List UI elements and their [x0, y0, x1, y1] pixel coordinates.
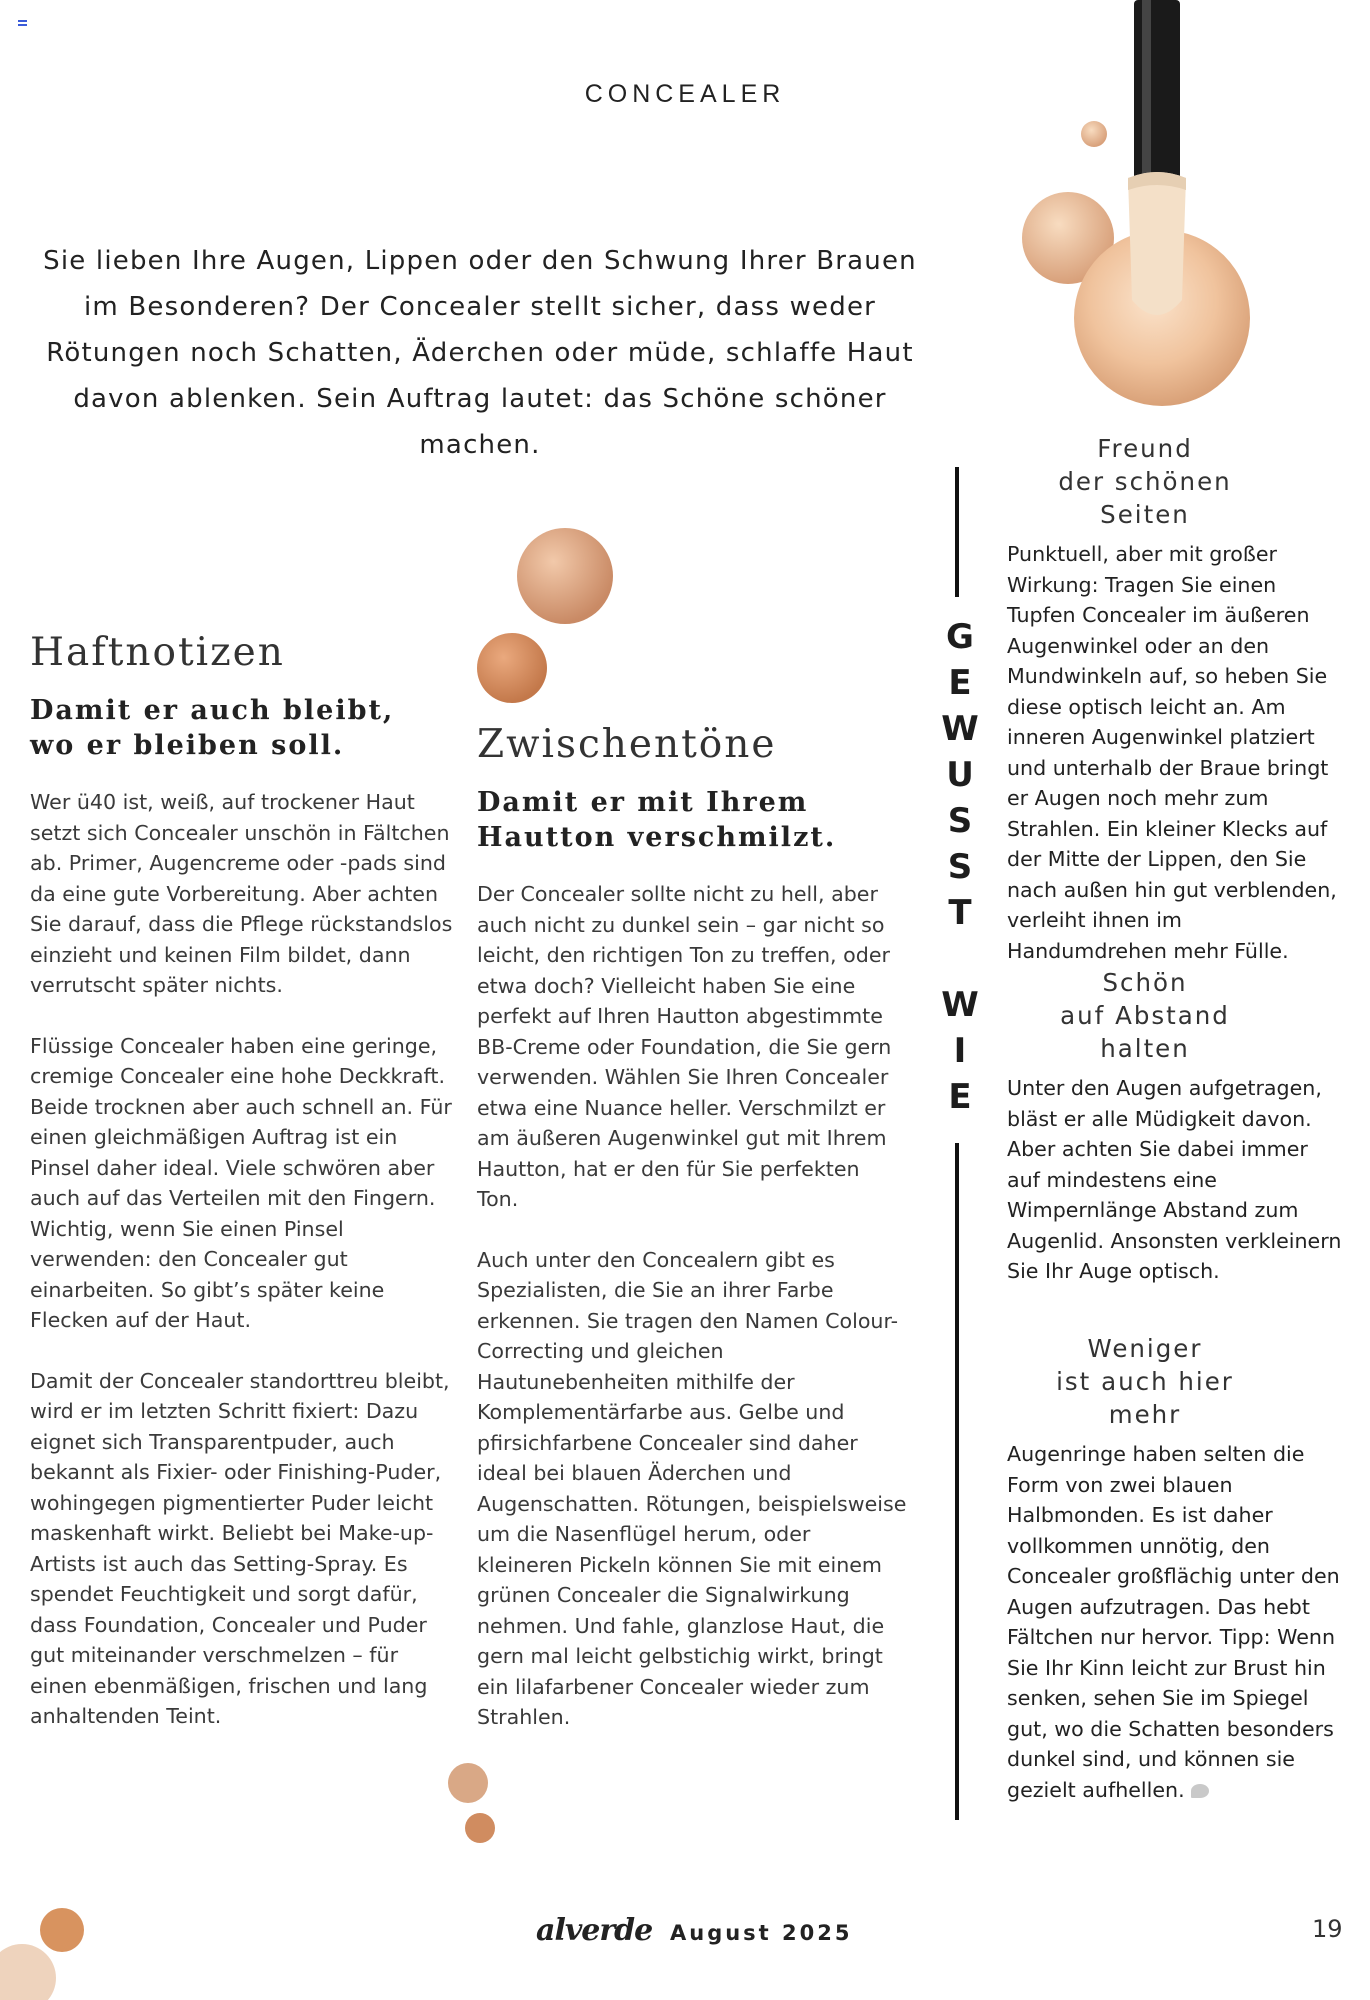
sidebar-divider-bottom	[955, 1143, 959, 1820]
tip-body-text: Augenringe haben selten die Form von zwei blauen Halbmonden. Es ist daher vollkommen unnötig, den Concealer großflächig unter den Augen aufzutragen. Das hebt Fältchen nur hervor. Tipp: Wenn Sie Ihr Kinn leicht zur Brust hin senken, sehen Sie im Spiegel gut, wo die Schatten besonders dunkel sind, und können sie gezielt aufhellen.	[1007, 1442, 1340, 1802]
body-zwischentoene	[477, 879, 907, 1733]
menu-icon[interactable]	[18, 20, 27, 28]
vertical-letter: W	[941, 709, 979, 749]
headline-haftnotizen: Haftnotizen	[30, 630, 285, 675]
tip-body-weniger	[1007, 1439, 1342, 1805]
paragraph: Wer ü40 ist, weiß, auf trockener Haut setzt sich Concealer unschön in Fältchen ab. Primer, Augencreme oder -pads sind da eine gute Vorbereitung. Aber achten Sie darauf, dass die Pflege rückstandslos einzieht und keinen Film bildet, dann verrutscht später nichts.	[30, 790, 453, 997]
article-column-haftnotizen	[30, 630, 455, 1762]
tip-title-line: halten	[1100, 1034, 1190, 1063]
tip-title-line: der schönen	[1058, 467, 1232, 496]
subhead-haftnotizen	[30, 693, 455, 763]
vertical-letter: S	[947, 801, 973, 841]
vertical-letter: W	[941, 985, 979, 1025]
subhead-line: Hautton verschmilzt.	[477, 822, 837, 853]
tip-title-abstand	[1000, 966, 1290, 1065]
subhead-line: wo er bleiben soll.	[30, 730, 345, 761]
vertical-letter: S	[947, 847, 973, 887]
paragraph: Flüssige Concealer haben eine geringe, cremige Concealer eine hohe Deckkraft. Beide trocknen aber auch schnell an. Für einen gleichmäßigen Auftrag ist ein Pinsel daher ideal. Viele schwören aber auch auf das Verteilen mit den Fingern. Wichtig, wenn Sie einen Pinsel verwenden: den Concealer gut einarbeiten. So gibt’s später keine Flecken auf der Haut.	[30, 1033, 452, 1332]
headline-zwischentoene: Zwischentöne	[477, 722, 777, 767]
section-label: CONCEALER	[584, 80, 786, 108]
tip-title-weniger	[1000, 1332, 1290, 1431]
page-number: 19	[1312, 1915, 1343, 1943]
tip-body-freund: Punktuell, aber mit großer Wirkung: Tragen Sie einen Tupfen Concealer im äußeren Augenwinkel oder an den Mundwinkeln auf, so heben Sie diese optisch leicht an. Am inneren Augenwinkel platziert und unterhalb der Braue bringt er Augen noch mehr zum Strahlen. Ein kleiner Klecks auf der Mitte der Lippen, den Sie nach außen hin gut verblenden, verleiht ihnen im Handumdrehen mehr Fülle.	[1007, 542, 1337, 963]
concealer-drops-image	[470, 520, 620, 710]
tip-title-freund	[1000, 432, 1290, 531]
vertical-letter: U	[946, 755, 974, 795]
tip-title-line: Seiten	[1100, 500, 1190, 529]
subhead-line: Damit er mit Ihrem	[477, 787, 809, 818]
issue-date: August 2025	[670, 1921, 853, 1945]
paragraph: Damit der Concealer standorttreu bleibt, wird er im letzten Schritt fixiert: Dazu eignet sich Transparentpuder, auch bekannt als Fixier- oder Finishing-Puder, wohingegen pigmentierter Puder leicht maskenhaft wirkt. Beliebt bei Make-up-Artists ist auch das Setting-Spray. Es spendet Feuchtigkeit und sorgt dafür, dass Foundation, Concealer und Puder gut miteinander verschmelzen – für einen ebenmäßigen, frischen und lang anhaltenden Teint.	[30, 1368, 450, 1728]
subhead-line: Damit er auch bleibt,	[30, 695, 395, 726]
paragraph: Der Concealer sollte nicht zu hell, aber auch nicht zu dunkel sein – gar nicht so leicht, den richtigen Ton zu treffen, oder etwa doch? Vielleicht haben Sie eine perfekt auf Ihren Hautton abgestimmte BB-Creme oder Foundation, die Sie gern verwenden. Wählen Sie Ihren Concealer etwa eine Nuance heller. Verschmilzt er am äußeren Augenwinkel gut mit Ihrem Hautton, hat er den für Sie perfekten Ton.	[477, 882, 892, 1211]
concealer-corner-drops-image	[0, 1900, 110, 2000]
tip-title-line: ist auch hier	[1056, 1367, 1234, 1396]
sidebar-vertical-title	[935, 614, 985, 1120]
leaf-icon	[1191, 1784, 1209, 1798]
concealer-applicator-image	[1010, 0, 1336, 410]
tip-body-abstand: Unter den Augen aufgetragen, bläst er alle Müdigkeit davon. Aber achten Sie dabei immer auf mindestens eine Wimpernlänge Abstand zum Augenlid. Ansonsten verkleinern Sie Ihr Auge optisch.	[1007, 1076, 1342, 1283]
paragraph: Auch unter den Concealern gibt es Spezialisten, die Sie an ihrer Farbe erkennen. Sie tragen den Namen Colour-Correcting und gleichen Hautunebenheiten mithilfe der Komplementärfarbe aus. Gelbe und pfirsichfarbene Concealer sind daher ideal bei blauen Äderchen und Augenschatten. Rötungen, beispielsweise um die Nasenflügel herum, oder kleineren Pickeln können Sie mit einem grünen Concealer die Signalwirkung nehmen. Und fahle, glanzlose Haut, die gern mal leicht gelbstichig wirkt, bringt ein lilafarbener Concealer wieder zum Strahlen.	[477, 1247, 907, 1729]
vertical-letter: E	[948, 663, 972, 703]
vertical-letter: I	[953, 1031, 967, 1071]
concealer-dots-image	[440, 1755, 510, 1855]
tip-title-line: Schön	[1102, 968, 1188, 997]
intro-text: Sie lieben Ihre Augen, Lippen oder den Schwung Ihrer Brauen im Besonderen? Der Concealer stellt sicher, dass weder Rötungen noch Schatten, Äderchen oder müde, schlaffe Haut davon ablenken. Sein Auftrag lautet: das Schöne schöner machen.	[43, 246, 917, 460]
vertical-letter: G	[946, 617, 974, 657]
tip-title-line: mehr	[1108, 1400, 1182, 1429]
body-haftnotizen	[30, 787, 455, 1732]
article-column-zwischentoene	[477, 722, 907, 1763]
brand-logo: alverde	[536, 1913, 653, 1948]
sidebar-divider-top	[955, 467, 959, 597]
subhead-zwischentoene	[477, 785, 907, 855]
vertical-letter-gap	[935, 936, 985, 982]
vertical-letter: T	[948, 893, 972, 933]
tip-title-line: Weniger	[1087, 1334, 1203, 1363]
tip-title-line: auf Abstand	[1060, 1001, 1230, 1030]
vertical-letter: E	[948, 1077, 972, 1117]
tip-title-line: Freund	[1097, 434, 1193, 463]
